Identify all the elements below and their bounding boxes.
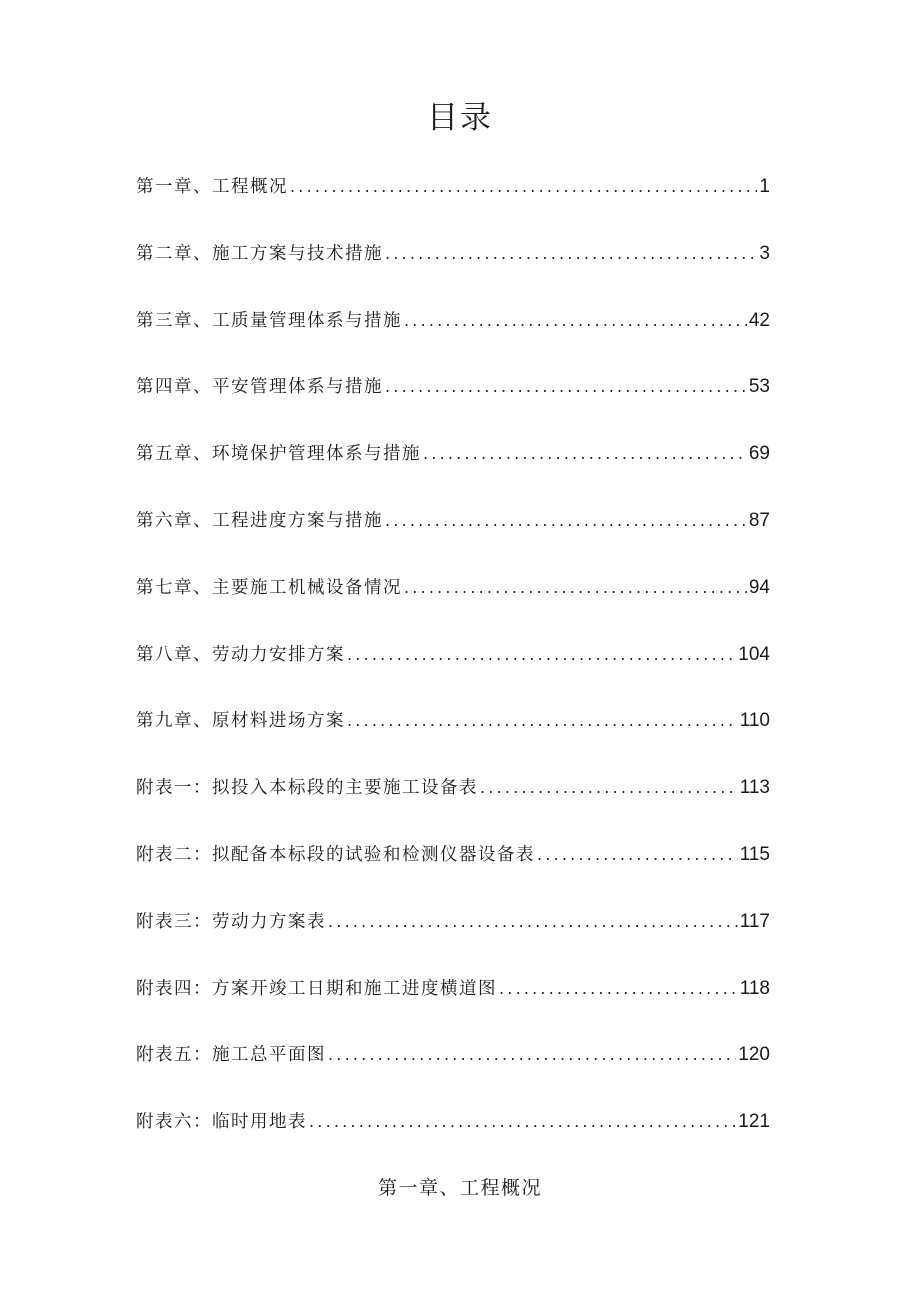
toc-entry-appendix-1[interactable] xyxy=(136,769,770,836)
toc-entry-appendix-5[interactable] xyxy=(136,1036,770,1103)
toc-dot-leader xyxy=(385,502,747,540)
toc-entry-chapter-4[interactable] xyxy=(136,368,770,435)
toc-entry-chapter-2[interactable] xyxy=(136,235,770,302)
toc-entry-chapter-5[interactable] xyxy=(136,435,770,502)
toc-entry-label: 第三章、工质量管理体系与措施 xyxy=(136,310,402,331)
toc-entry-label: 附表五：施工总平面图 xyxy=(136,1045,326,1066)
toc-dot-leader xyxy=(385,368,747,406)
toc-dot-leader xyxy=(404,569,747,607)
toc-entry-appendix-4[interactable] xyxy=(136,970,770,1037)
toc-entry-appendix-2[interactable] xyxy=(136,836,770,903)
toc-dot-leader xyxy=(423,435,747,473)
toc-entry-label: 附表六：临时用地表 xyxy=(136,1112,307,1133)
toc-entry-label: 附表四：方案开竣工日期和施工进度横道图 xyxy=(136,978,497,999)
toc-page-number: 104 xyxy=(738,643,770,665)
toc-entry-chapter-3[interactable] xyxy=(136,302,770,369)
toc-entry-label: 第一章、工程概况 xyxy=(136,177,288,197)
toc-dot-leader xyxy=(385,235,757,273)
toc-entry-label: 第六章、工程进度方案与措施 xyxy=(136,510,383,531)
toc-page-number: 115 xyxy=(739,843,770,865)
toc-dot-leader xyxy=(328,1036,736,1074)
toc-dot-leader xyxy=(537,836,738,874)
toc-entry-label: 第四章、平安管理体系与措施 xyxy=(136,377,383,398)
toc-entry-chapter-8[interactable] xyxy=(136,636,770,703)
toc-page-number: 53 xyxy=(748,376,770,398)
toc-page-number: 120 xyxy=(738,1044,770,1066)
toc-dot-leader xyxy=(404,302,747,340)
toc-page-number: 1 xyxy=(759,176,770,197)
toc-entry-label: 第七章、主要施工机械设备情况 xyxy=(136,577,402,598)
toc-page-number: 87 xyxy=(748,509,770,531)
toc-page-number: 121 xyxy=(738,1111,770,1133)
toc-page-number: 94 xyxy=(748,576,770,598)
toc-dot-leader xyxy=(347,702,738,740)
toc-entry-label: 第八章、劳动力安排方案 xyxy=(136,644,345,665)
toc-entry-chapter-6[interactable] xyxy=(136,502,770,569)
chapter-heading: 第一章、工程概况 xyxy=(377,1177,542,1199)
toc-dot-leader xyxy=(290,168,757,206)
toc-entry-chapter-9[interactable] xyxy=(136,702,770,769)
toc-page-number: 110 xyxy=(739,710,770,732)
toc-entry-label: 附表二：拟配备本标段的试验和检测仪器设备表 xyxy=(136,844,535,865)
toc-page-number: 113 xyxy=(739,777,770,799)
toc-entry-appendix-3[interactable] xyxy=(136,903,770,970)
toc-page-number: 69 xyxy=(748,443,770,465)
toc-entry-label: 第五章、环境保护管理体系与措施 xyxy=(136,444,421,465)
toc-entry-label: 第二章、施工方案与技术措施 xyxy=(136,243,383,264)
toc-entry-label: 附表三：劳动力方案表 xyxy=(136,911,326,932)
toc-entry-appendix-6[interactable] xyxy=(136,1103,770,1170)
toc-dot-leader xyxy=(309,1103,736,1141)
toc-entry-chapter-1[interactable] xyxy=(136,168,770,235)
toc-dot-leader xyxy=(499,970,738,1008)
toc-page-number: 118 xyxy=(739,977,770,999)
toc-entry-chapter-7[interactable] xyxy=(136,569,770,636)
page-title: 目录 xyxy=(427,100,493,136)
toc-dot-leader xyxy=(480,769,738,807)
toc-page-number: 42 xyxy=(748,309,770,331)
toc-dot-leader xyxy=(328,903,738,941)
toc-dot-leader xyxy=(347,636,736,674)
toc-page-number: 3 xyxy=(759,242,770,264)
table-of-contents xyxy=(136,168,770,1170)
toc-entry-label: 第九章、原材料进场方案 xyxy=(136,711,345,732)
toc-entry-label: 附表一：拟投入本标段的主要施工设备表 xyxy=(136,778,478,799)
toc-page-number: 117 xyxy=(739,910,770,932)
